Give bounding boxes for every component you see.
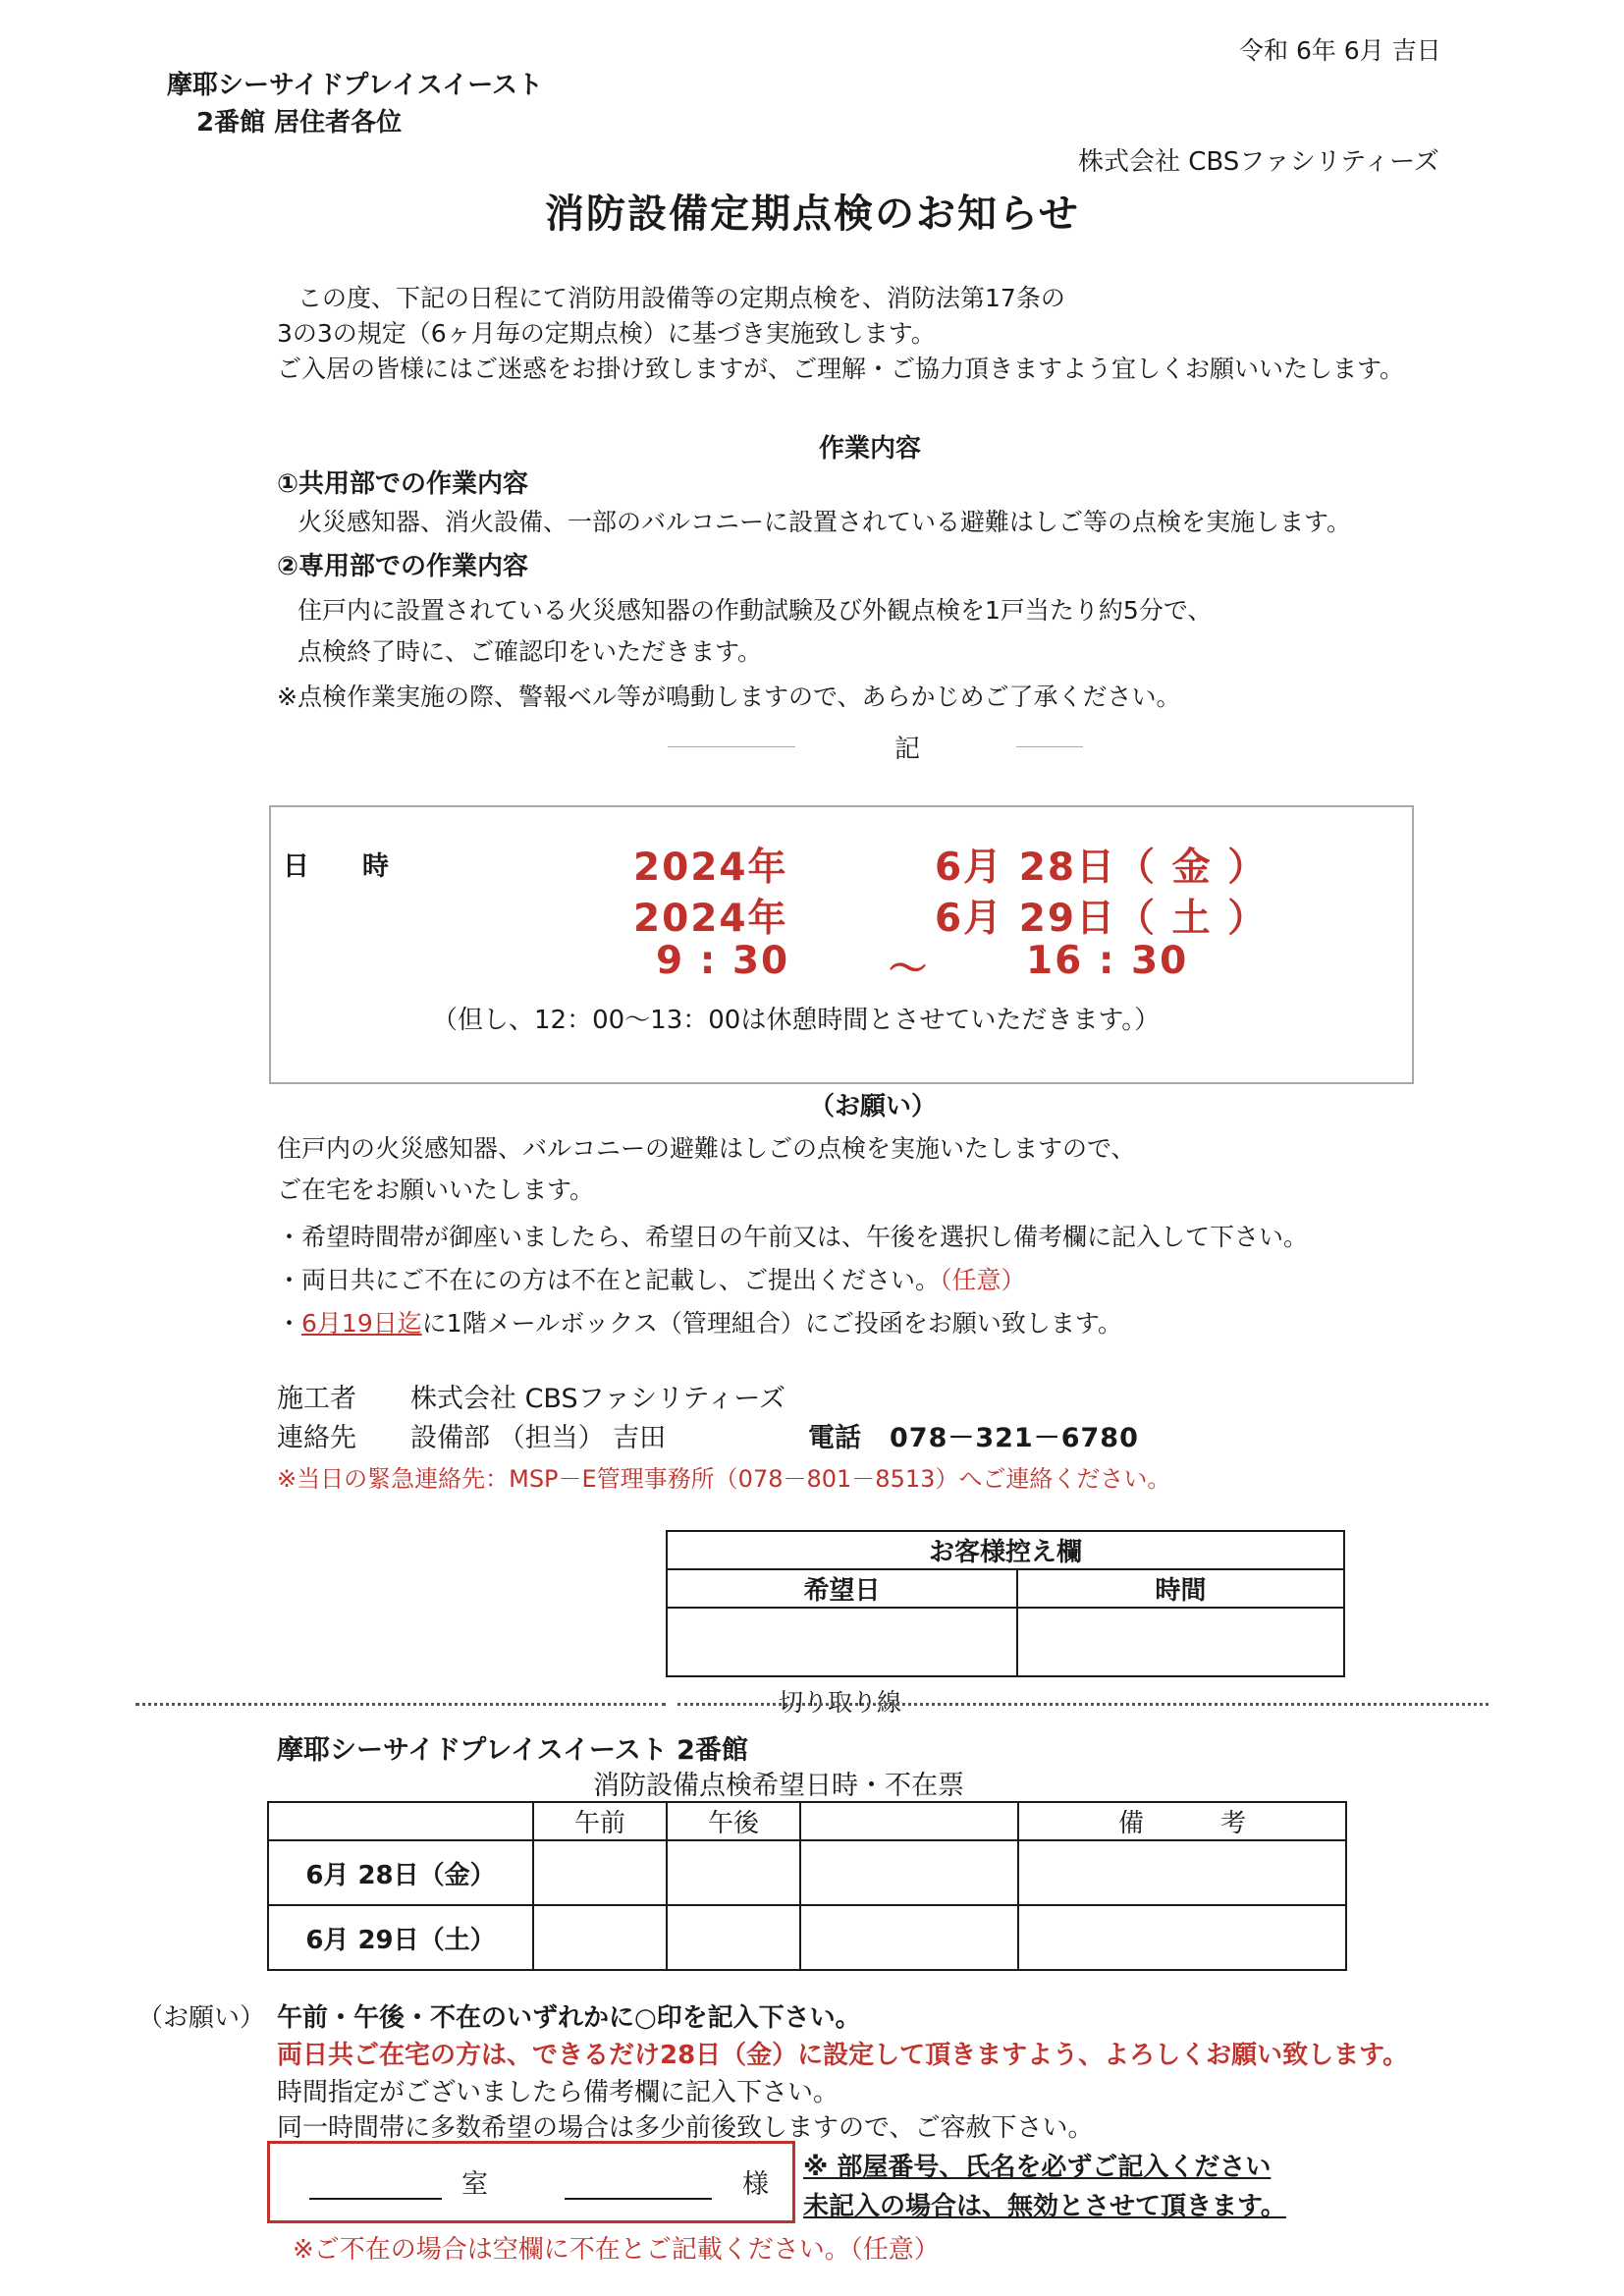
request-bullet-2: ・両日共にご不在にの方は不在と記載し、ご提出ください。: [277, 1266, 941, 1294]
schedule-row-2-year: 2024年: [633, 897, 788, 941]
request-heading: （お願い）: [809, 1092, 938, 1121]
work-item-2-text-2: 点検終了時に、ご確認印をいただきます。: [298, 637, 763, 666]
intro-line-1: この度、下記の日程にて消防用設備等の定期点検を、消防法第17条の: [298, 284, 1065, 312]
schedule-tilde: ～: [889, 948, 930, 992]
cell-28-pm[interactable]: [667, 1840, 800, 1905]
form-subtitle: 消防設備点検希望日時・不在票: [593, 1771, 964, 1801]
cell-29-remarks[interactable]: [1018, 1905, 1346, 1970]
footer-label: （お願い）: [137, 2003, 266, 2033]
customer-copy-time-field[interactable]: [1017, 1608, 1344, 1676]
customer-copy-table: [666, 1530, 1345, 1677]
cell-28-absent[interactable]: [800, 1840, 1018, 1905]
work-item-1-title: ①共用部での作業内容: [277, 469, 529, 499]
name-line[interactable]: [565, 2198, 712, 2200]
footer-line-4: 同一時間帯に多数希望の場合は多少前後致しますので、ご容赦下さい。: [277, 2113, 1094, 2143]
col-absent: [800, 1802, 1018, 1840]
customer-copy-col-date: 希望日: [667, 1569, 1017, 1608]
name-label: 様: [742, 2169, 769, 2200]
issue-date: 令和 6年 6月 吉日: [1239, 36, 1441, 65]
customer-copy-col-time: 時間: [1017, 1569, 1344, 1608]
request-bullet-2-row: [277, 1261, 1026, 1296]
schedule-row-1-year: 2024年: [633, 846, 788, 890]
emergency-contact: ※当日の緊急連絡先：MSP－E管理事務所（078－801－8513）へご連絡ください。: [277, 1465, 1171, 1493]
availability-table: [267, 1801, 1347, 1971]
request-line-1: 住戸内の火災感知器、バルコニーの避難はしごの点検を実施いたしますので、: [277, 1134, 1136, 1163]
col-am: 午前: [533, 1802, 667, 1840]
footer-line-2: 両日共ご在宅の方は、できるだけ28日（金）に設定して頂きますよう、よろしくお願い致します。: [277, 2041, 1409, 2070]
customer-copy-date-field[interactable]: [667, 1608, 1017, 1676]
cell-29-pm[interactable]: [667, 1905, 800, 1970]
cell-28-am[interactable]: [533, 1840, 667, 1905]
customer-copy-title: お客様控え欄: [667, 1531, 1344, 1569]
absent-note: ※ご不在の場合は空欄に不在とご記載ください。（任意）: [293, 2235, 940, 2265]
contact-label: 連絡先: [277, 1423, 356, 1453]
work-item-2-text-1: 住戸内に設置されている火災感知器の作動試験及び外観点検を1戸当たり約5分で、: [298, 596, 1213, 625]
cell-28-remarks[interactable]: [1018, 1840, 1346, 1905]
request-bullet-3-text: に1階メールボックス（管理組合）にご投函をお願い致します。: [421, 1309, 1122, 1338]
ki-label: 記: [894, 735, 921, 764]
phone-label: 電話: [808, 1423, 861, 1453]
schedule-row-2-date: 6月 29日（ 土 ）: [935, 897, 1269, 941]
phone-number: 078－321－6780: [890, 1423, 1139, 1453]
schedule-break-note: （但し、12：00～13：00は休憩時間とさせていただきます。）: [432, 1006, 1161, 1035]
request-bullet-3-row: [277, 1304, 1122, 1339]
footer-line-3: 時間指定がございましたら備考欄に記入下さい。: [277, 2078, 839, 2107]
notice-title: 消防設備定期点検のお知らせ: [545, 191, 1080, 237]
col-remarks: 備 考: [1018, 1802, 1346, 1840]
recipient-line-1: 摩耶シーサイドプレイスイースト: [167, 71, 543, 100]
schedule-start-time: 9 : 30: [656, 939, 790, 983]
required-warning-1: ※ 部屋番号、氏名を必ずご記入ください: [803, 2153, 1272, 2182]
ki-rule-right: [1016, 746, 1083, 747]
request-bullet-2-optional: （任意）: [940, 1266, 1026, 1294]
builder-label: 施工者: [277, 1384, 356, 1414]
work-heading: 作業内容: [819, 434, 922, 464]
room-name-box: [267, 2141, 795, 2223]
room-label: 室: [461, 2169, 488, 2200]
cut-line-left: [135, 1703, 666, 1706]
required-warning-2: 未記入の場合は、無効とさせて頂きます。: [803, 2192, 1286, 2221]
work-item-1-text: 火災感知器、消火設備、一部のバルコニーに設置されている避難はしご等の点検を実施します。: [298, 508, 1352, 536]
cell-29-am[interactable]: [533, 1905, 667, 1970]
contact-department: 設備部 （担当） 吉田: [410, 1423, 667, 1453]
schedule-row-1-date: 6月 28日（ 金 ）: [935, 846, 1269, 890]
intro-line-2: 3の3の規定（6ヶ月毎の定期点検）に基づき実施致します。: [277, 319, 936, 348]
header-empty: [268, 1802, 533, 1840]
request-bullet-3-prefix: ・: [277, 1309, 302, 1338]
sender-company: 株式会社 CBSファシリティーズ: [1078, 147, 1439, 177]
intro-line-3: ご入居の皆様にはご迷惑をお掛け致しますが、ご理解・ご協力頂きますよう宜しくお願いいたします。: [277, 355, 1405, 383]
request-bullet-1: ・希望時間帯が御座いましたら、希望日の午前又は、午後を選択し備考欄に記入して下さい。: [277, 1223, 1309, 1251]
work-item-2-title: ②専用部での作業内容: [277, 552, 529, 581]
work-note: ※点検作業実施の際、警報ベル等が鳴動しますので、あらかじめご了承ください。: [277, 683, 1181, 711]
request-line-2: ご在宅をお願いいたします。: [277, 1175, 595, 1204]
schedule-label: 日 時: [283, 851, 389, 882]
form-building: 摩耶シーサイドプレイスイースト 2番館: [277, 1735, 748, 1766]
room-number-line[interactable]: [309, 2198, 442, 2200]
cut-line-right: [677, 1703, 1489, 1706]
ki-rule-left: [668, 746, 795, 747]
cut-line-label: 切り取り線: [779, 1688, 902, 1717]
recipient-line-2: 2番館 居住者各位: [196, 108, 403, 137]
col-pm: 午後: [667, 1802, 800, 1840]
cell-29-absent[interactable]: [800, 1905, 1018, 1970]
row-date-28: 6月 28日（金）: [268, 1840, 533, 1905]
row-date-29: 6月 29日（土）: [268, 1905, 533, 1970]
request-deadline: 6月19日迄: [301, 1309, 422, 1338]
footer-line-1: 午前・午後・不在のいずれかに○印を記入下さい。: [277, 2003, 861, 2033]
builder-name: 株式会社 CBSファシリティーズ: [410, 1384, 786, 1414]
schedule-end-time: 16 : 30: [1026, 939, 1189, 983]
